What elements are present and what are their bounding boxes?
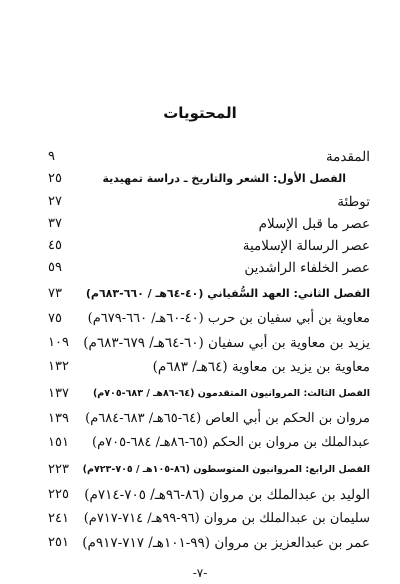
toc-page-number: ٢٤١	[48, 511, 69, 526]
page-title: المحتويات	[163, 104, 237, 122]
toc-page-number: ٩	[48, 149, 55, 164]
toc-entry-title: عبدالملك بن مروان بن الحكم (٦٥-٨٦هـ/ ٦٨٤-٧٠٥م)	[92, 435, 370, 450]
toc-page-number: ٣٧	[48, 216, 62, 231]
toc-page-number: ٢٥١	[48, 535, 69, 550]
toc-entry	[48, 356, 370, 378]
toc-page-number: ٢٢٣	[48, 462, 69, 477]
toc-entry	[48, 484, 370, 506]
toc-chapter-heading	[48, 383, 370, 405]
toc-entry-title: معاوية بن يزيد بن معاوية (٦٤هـ/ ٦٨٣م)	[152, 359, 370, 375]
toc-entry-title: الفصل الثاني: العهد السُّفياني (٤٠-٦٤هـ / ٦٦٠-٦٨٣م)	[85, 287, 370, 300]
toc-page-number: ١٣٩	[48, 411, 69, 426]
toc-entry	[48, 508, 370, 530]
toc-page-number: ١٣٢	[48, 359, 69, 374]
page-number-footer: -٧-	[192, 566, 208, 580]
toc-entry-title: الفصل الرابع: المروانيون المتوسطون (٨٦-١٠٥هـ / ٧٠٥-٧٢٣م)	[82, 464, 370, 475]
toc-entry-title: عصر الرسالة الإسلامية	[242, 238, 370, 254]
toc-chapter-heading	[48, 168, 370, 190]
toc-page-number: ٧٥	[48, 311, 62, 326]
toc-entry	[48, 532, 370, 554]
toc-page-number: ٢٧	[48, 194, 62, 209]
toc-entry-title: يزيد بن معاوية بن أبي سفيان (٦٠-٦٤هـ/ ٦٧٩-٦٨٣م)	[83, 335, 370, 351]
toc-entry-title: مروان بن الحكم بن أبي العاص (٦٤-٦٥هـ/ ٦٨٣-٦٨٤م)	[85, 411, 370, 426]
toc-entry	[48, 408, 370, 430]
toc-entry-title: المقدمة	[325, 149, 370, 165]
toc-page-number: ١٠٩	[48, 335, 69, 350]
toc-entry-title: الفصل الأول: الشعر والتاريخ ـ دراسة تمهيدية	[102, 172, 346, 185]
toc-entry-title: عمر بن عبدالعزيز بن مروان (٩٩-١٠١هـ/ ٧١٧-٩١٧م)	[82, 535, 370, 551]
toc-entry-title: عصر ما قبل الإسلام	[258, 216, 370, 232]
toc-entry	[48, 146, 370, 168]
toc-entry-title: الوليد بن عبدالملك بن مروان (٨٦-٩٦هـ/ ٧٠٥-٧١٤م)	[84, 487, 370, 503]
toc-entry	[48, 191, 370, 213]
toc-entry	[48, 257, 370, 279]
toc-entry	[48, 213, 370, 235]
toc-entry-title: معاوية بن أبي سفيان بن حرب (٤٠-٦٠هـ/ ٦٦٠-٦٧٩م)	[87, 311, 370, 326]
toc-page-number: ٥٩	[48, 260, 62, 275]
toc-entry	[48, 332, 370, 354]
toc-chapter-heading	[48, 459, 370, 481]
toc-page-number: ٤٥	[48, 238, 62, 253]
toc-entry	[48, 432, 370, 454]
toc-page-number: ١٥١	[48, 435, 69, 450]
toc-entry	[48, 308, 370, 330]
toc-entry-title: سليمان بن عبدالملك بن مروان (٩٦-٩٩هـ/ ٧١٤-٧١٧م)	[83, 511, 370, 526]
toc-page-number: ٧٣	[48, 286, 62, 301]
toc-chapter-heading	[48, 283, 370, 305]
toc-entry	[48, 235, 370, 257]
toc-entry-title: عصر الخلفاء الراشدين	[244, 260, 370, 276]
toc-page-number: ٢٥	[48, 171, 62, 186]
toc-entry-title: الفصل الثالث: المروانيون المتقدمون (٦٤-٨٦هـ / ٦٨٣-٧٠٥م)	[92, 388, 370, 399]
toc-page-number: ٢٢٥	[48, 487, 69, 502]
toc-entry-title: توطئة	[337, 194, 370, 210]
toc-page-number: ١٣٧	[48, 386, 69, 401]
